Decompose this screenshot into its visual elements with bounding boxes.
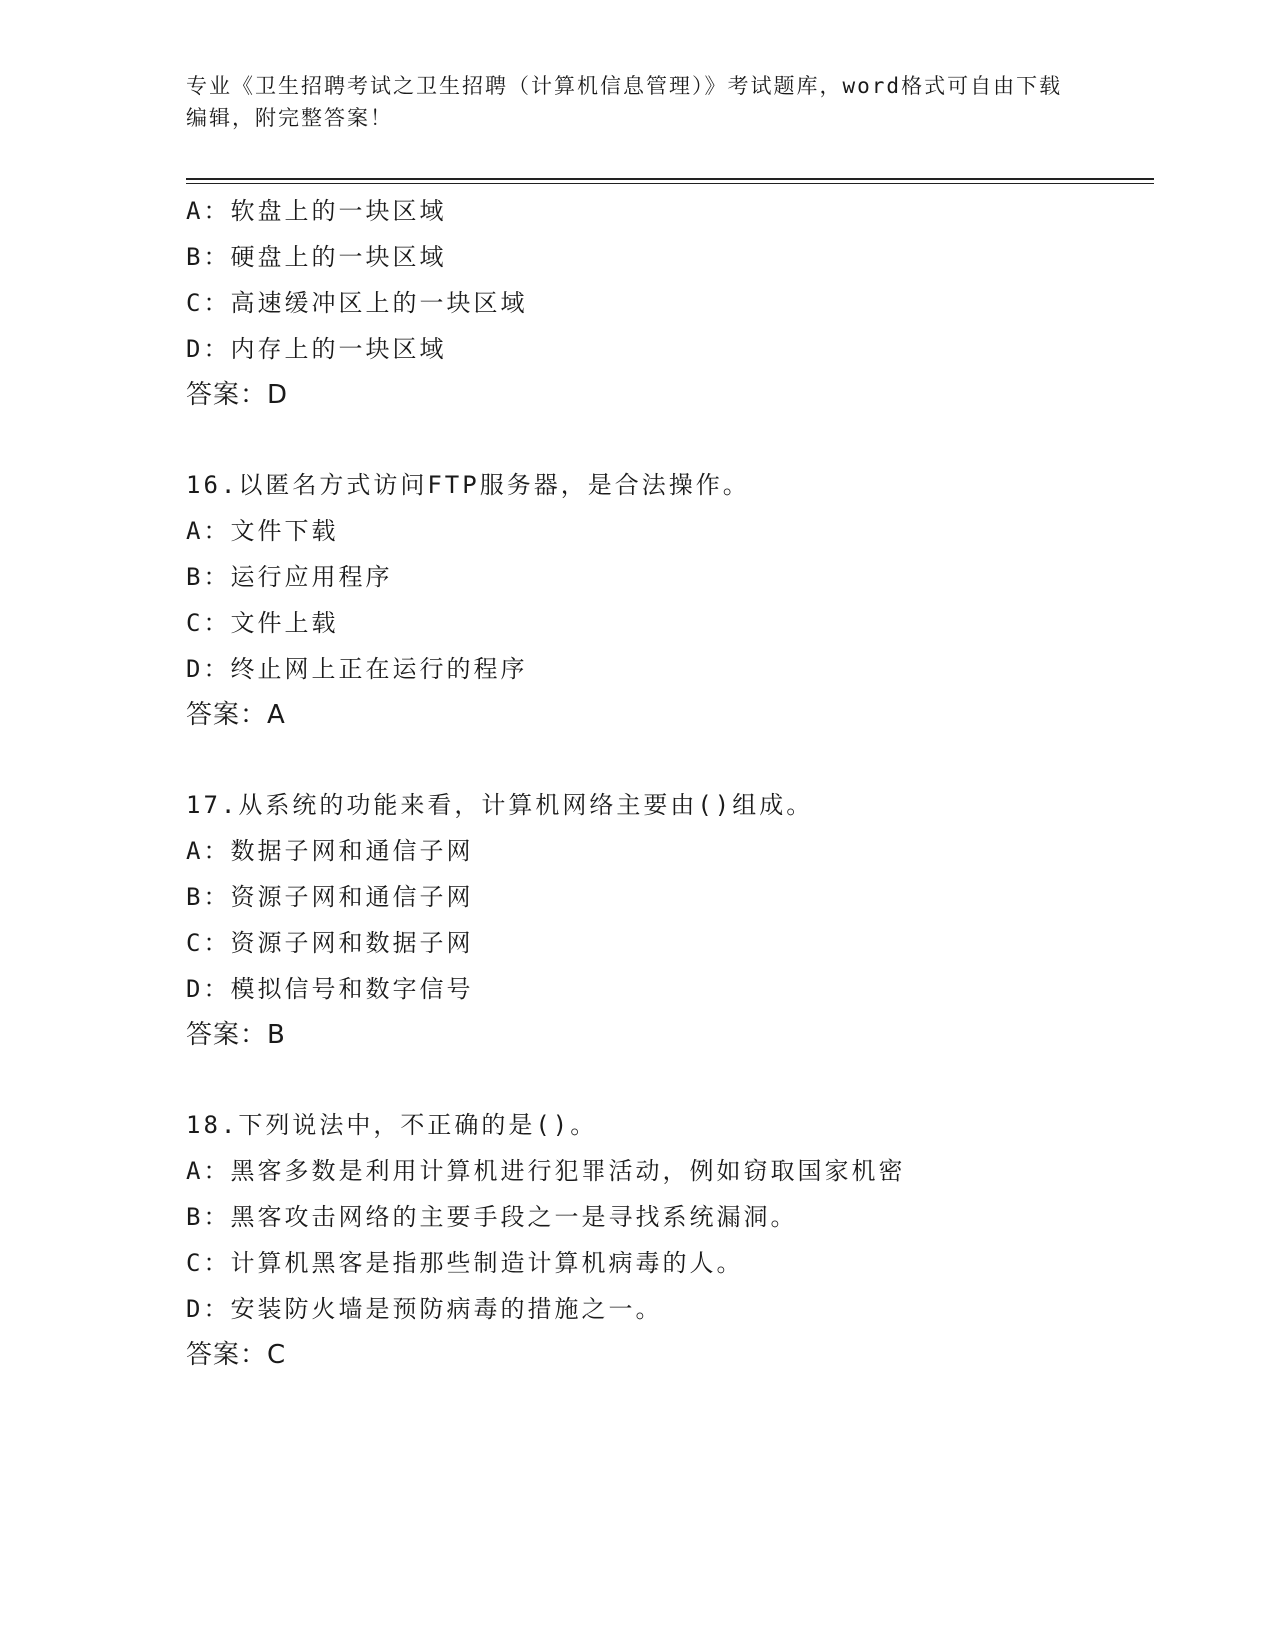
question-text: 17.从系统的功能来看，计算机网络主要由()组成。 — [186, 791, 814, 819]
option-a: A：黑客多数是利用计算机进行犯罪活动，例如窃取国家机密 — [186, 1157, 906, 1185]
answer-line: 答案：D — [186, 380, 289, 410]
option-a: A：软盘上的一块区域 — [186, 197, 447, 225]
header-divider-thin — [186, 183, 1154, 184]
answer-line: 答案：A — [186, 700, 286, 730]
option-b: B：硬盘上的一块区域 — [186, 243, 447, 271]
question-block-18 — [186, 1102, 1154, 1378]
question-block-continued — [186, 188, 1154, 418]
option-b: B：黑客攻击网络的主要手段之一是寻找系统漏洞。 — [186, 1203, 798, 1231]
option-d: D：终止网上正在运行的程序 — [186, 655, 528, 683]
option-d: D：安装防火墙是预防病毒的措施之一。 — [186, 1295, 663, 1323]
question-block-16 — [186, 462, 1154, 738]
option-a: A：文件下载 — [186, 517, 339, 545]
option-c: C：高速缓冲区上的一块区域 — [186, 289, 528, 317]
option-b: B：运行应用程序 — [186, 563, 393, 591]
spacer — [186, 738, 1154, 782]
question-block-17 — [186, 782, 1154, 1058]
option-d: D：内存上的一块区域 — [186, 335, 447, 363]
header-divider-thick — [186, 178, 1154, 180]
question-text: 16.以匿名方式访问FTP服务器，是合法操作。 — [186, 471, 750, 499]
document-header: 专业《卫生招聘考试之卫生招聘（计算机信息管理）》考试题库，word格式可自由下载编辑，附完整答案！ — [186, 74, 1063, 130]
option-c: C：文件上载 — [186, 609, 339, 637]
option-d: D：模拟信号和数字信号 — [186, 975, 474, 1003]
option-a: A：数据子网和通信子网 — [186, 837, 474, 865]
question-list — [186, 188, 1154, 1378]
option-c: C：计算机黑客是指那些制造计算机病毒的人。 — [186, 1249, 744, 1277]
spacer — [186, 418, 1154, 462]
option-b: B：资源子网和通信子网 — [186, 883, 474, 911]
question-text: 18.下列说法中，不正确的是()。 — [186, 1111, 598, 1139]
answer-line: 答案：C — [186, 1340, 287, 1370]
spacer — [186, 1058, 1154, 1102]
answer-line: 答案：B — [186, 1020, 286, 1050]
option-c: C：资源子网和数据子网 — [186, 929, 474, 957]
